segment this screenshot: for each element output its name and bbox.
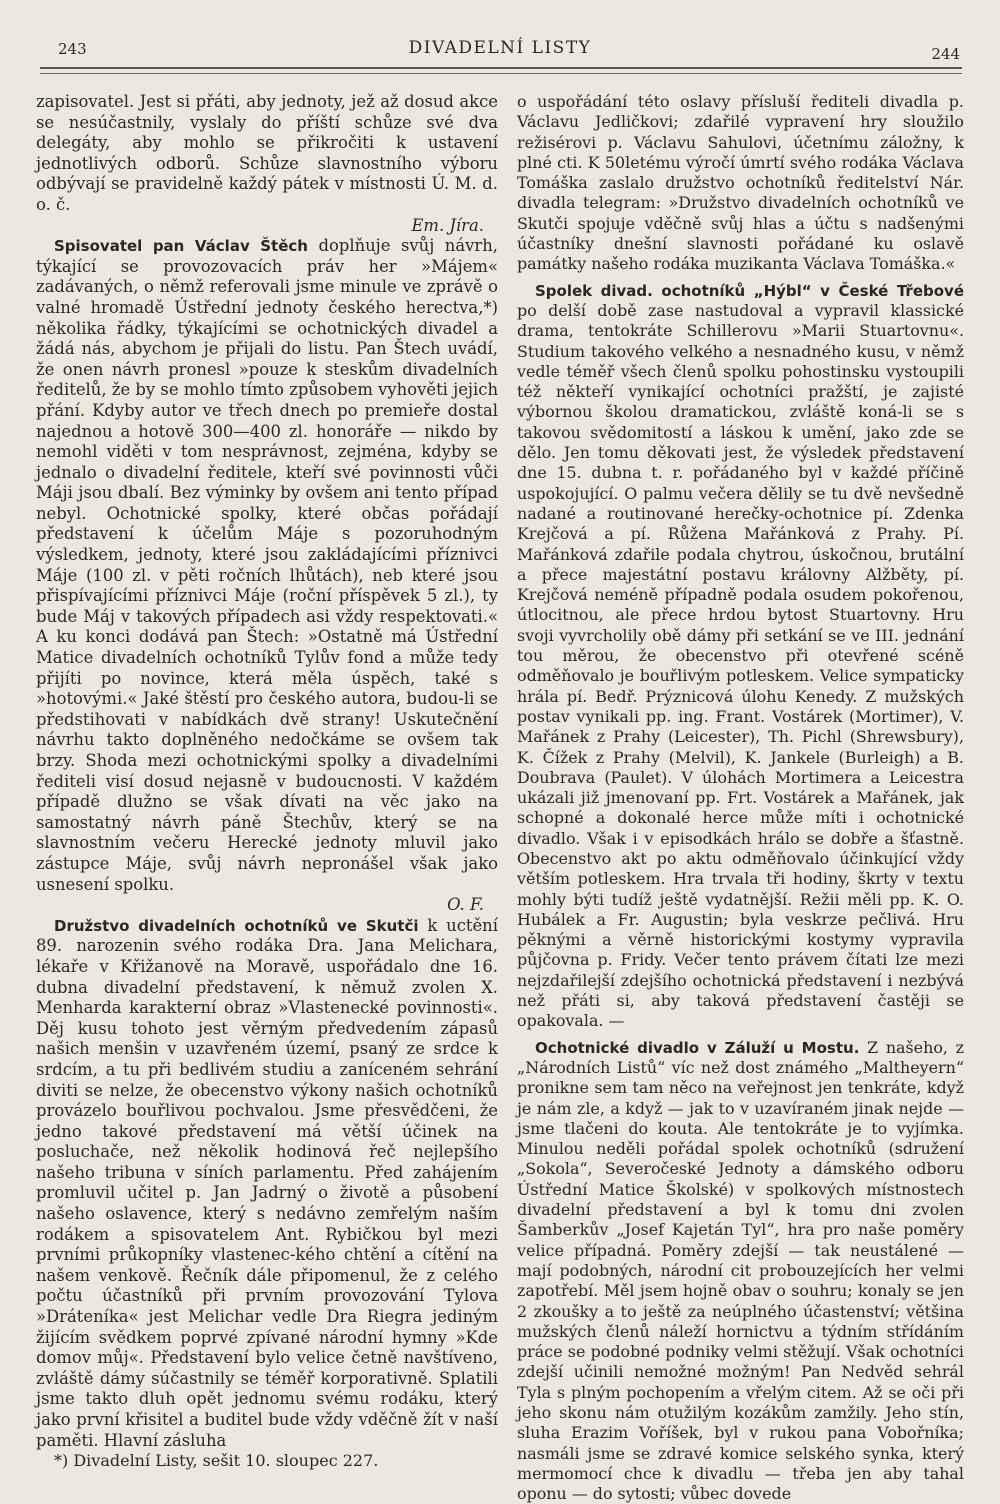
article-text: Z našeho, z „Národních Listů“ víc než dost známého „Maltheyern“ pronikne sem tam něco na veřejnost jen tenkráte, když je nám zle, a když — jak to v uzavíraném jinak nejde — jsme tlačeni do kouta. Ale tentokráte je to vyjímka. Minulou neděli pořádal spolek ochotníků (sdružení „Sokola“, Severočeské Jednoty a dámského odboru Ústřední Matice Školské) v spolkových místnostech divadelní představení a byl k tomu dni zvolen Šamberkův „Josef Kajetán Tyl“, hra pro naše poměry velice případná. Poměry zdejší — tak neustálené — mají podobných, národní cit probouzejících her velmi zapotřebí. Měl jsem hojně obav o souhru; konaly se jen 2 zkoušky a to ještě za neúplného účastenství; většina mužských členů náleží hornictvu a týdním střídáním práce se podobné podniky velmi stěžují. Však ochotníci zdejší učinili nemožné možným! Pan Nedvěd sehrál Tyla s plným pochopením a vřelým citem. Až se oči při jeho skonu nám otužilým kozákům zamžily. Jeho stín, sluha Erazim Voříšek, byl v rukou pana Vobořníka; nasmáli jsme se zdravé komice selského synka, který mermomocí chce k divadlu — třeba jen aby tahal oponu — do sytosti; vůbec dovede — [517, 1037, 964, 1504]
page-number-right: 244 — [931, 45, 960, 63]
article-stech — [36, 236, 498, 895]
article-text: k uctění 89. narozenin svého rodáka Dra. Jana Melichara, lékaře v Křižanově na Moravě, uspořádalo dne 16. dubna divadelní představení, k němuž zvolen X. Menharda karakterní obraz »Vlastenecké povinnosti«. Děj kusu tohoto jest věrným předvedením zápasů našich menšin v uzavřeném území, psaný ze srdce k srdcím, a tu při bedlivém studiu a zaníceném sehrání diviti se nelze, že obecenstvo výkony našich ochotníků provázelo bouřlivou pochvalou. Jsme přesvědčeni, že jedno takové představení má větší účinek na posluchače, než několik hodinová řeč nejlepšího našeho tribuna v síních parlamentu. Před zahájením promluvil učitel p. Jan Jadrný o životě a působení našeho oslavence, který s nedávno zemřelým naším rodákem a spisovatelem Ant. Rybičkou byl mezi prvními průkopníky vlastenec-kého chtění a cítění na našem venkově. Řečník dále připomenul, že z celého počtu účastníků při prvním provozování Tylova »Dráteníka« jest Melichar vedle Dra Riegra jediným žijícím svědkem poprvé zpívané národní hymny »Kde domov můj«. Představení bylo velice četně navštíveno, zvláště dámy súčastnily se téměř korporativně. Splatili jsme takto dluh opět jednomu svému rodáku, který jako první křisitel a buditel bude vždy vděčně žít v naší paměti. Hlavní zásluha — [36, 915, 498, 1450]
page-number-left: 243 — [58, 40, 87, 58]
signature-jira: Em. Jíra. — [411, 215, 484, 235]
paragraph-intro: zapisovatel. Jest si přáti, aby jednoty, jež až dosud akce se nesúčastnily, vyslaly do příští schůze své dva delegáty, aby mohlo se přikročiti k ustavení jednotlivých odborů. Schůze slavnostního výboru odbývají se pravidelně každý pátek v místnosti Ú. M. d. o. č. — [36, 92, 498, 214]
signature-of: O. F. — [447, 895, 484, 915]
header-rule — [40, 67, 962, 69]
article-text-cont: kteří své povinnosti vůči Máji jsou dbalí. Bez výminky by ovšem ani tento případ nebyl. Ochotnické spolky, které občas pořádají představení k účelům Máje s pozoruhodným výsledkem, jednoty, které jsou zakládajícími příznivci Máje (100 zl. v pěti ročních lhůtách), neb které jsou přispívajícími příznivci Máje (roční příspěvek 5 zl.), ty bude Máj v takových případech asi vždy respektovati.« A ku konci dodává pan Štech: »Ostatně má Ústřední Matice divadelních ochotníků Tylův fond a může tedy přijíti po novince, která měla úspěch, také s »hotovými.« Jaké štěstí pro českého autora, budou-li se předstihovati v nabídkách dvě strany! Uskutečnění návrhu takto doplněného nedočkáme se ovšem tak brzy. Shoda mezi ochotnickými spolky a divadelními řediteli visí dosud nejasně v budoucnosti. V každém případě dlužno se však dívati na věc jako na samostatný návrh páně Štechův, který se na slavnostním večeru Herecké jednoty mluvil jako zástupce Máje, svůj návrh nepronášel však jako usnesení spolku. — [36, 462, 498, 894]
article-heading: Spolek divad. ochotníků „Hýbl“ v České Třebové — [535, 281, 964, 300]
article-heading: Spisovatel pan Václav Štěch — [54, 237, 308, 256]
running-title: DIVADELNÍ LISTY — [408, 38, 592, 58]
paragraph-continued: o uspořádání této oslavy přísluší řediteli divadla p. Václavu Jedličkovi; zdařilé vypravení hry sloužilo režisérovi p. Václavu Sahulovi, účetnímu záložny, k plné cti. K 50letému výročí úmrtí svého rodáka Václava Tomáška zaslalo družstvo ochotníků ředitelství Nár. divadla telegram: »Družstvo divadelních ochotníků ve Skutči spojuje vděčně svůj hlas a účtu s nadšenými účastníky dnešní slavnosti pořádané ku oslavě památky našeho rodáka muzikanta Václava Tomáška.« — [517, 92, 964, 274]
article-text: po delší době zase nastudoval a vypravil klassické drama, tentokráte Schillerovu »Marii Stuartovnu«. Studium takového velkého a nesnadného kusu, v němž vedle téměř všech členů spolku pohostinsku vystoupili též někteří vynikající ochotníci pražští, je zajisté výbornou školou dramatickou, zvláště koná-li se s takovou svědomitostí a láskou k umění, jako zde se dělo. Jen tomu děkovati jest, že výsledek představení dne 15. dubna t. r. pořádaného byl v každé příčině uspokojující. O palmu večera dělily se tu dvě nevšedně nadané a routinované herečky-ochotnice pí. Zdenka Krejčová a pí. Růžena Mařánková z Prahy. Pí. Mařánková zdařile podala chytrou, úskočnou, brutální a přece majestátní postavu královny Alžběty, pí. Krejčová neméně případně podala osudem pokořenou, útlocitnou, ale přece hrdou bytost Stuartovny. Hru svoji vyvrcholily obě dámy při setkání se ve III. jednání tou měrou, že obecenstvo při otevřené scéně odměňovalo je bouřlivým potleskem. Velice sympaticky hrála pí. Bedř. Prýznicová úlohu Kenedy. Z mužských postav vynikali pp. ing. Frant. Vostárek (Mortimer), V. Mařánek z Prahy (Leicester), Th. Pichl (Shrewsbury), K. Čížek z Prahy (Melvil), K. Jankele (Burleigh) a B. Doubrava (Paulet). V úlohách Mortimera a Leicestra ukázali již jmenovaní pp. Frt. Vostárek a Mařánek, jak schopné a dokonalé herce může míti i ochotnické divadlo. Však i v episodkách hrálo se dobře a šťastně. Obecenstvo akt po aktu odměňovalo účinkující vždy větším potleskem. Hra trvala tři hodiny, škrty v textu mohly býti tudíž ještě vydatnější. Režii měli pp. K. O. Hubálek a Fr. Augustin; byla veskrze pečlivá. Hru pěknými a věrně historickými kostymy vypravila půjčovna p. Fridy. Večer tento právem čítati lze mezi nejzdařilejší zdejšího ochotnická představení i nezbývá než přáti si, aby taková představení častěji se opakovala. — — [517, 300, 964, 1031]
article-skutec — [36, 916, 498, 1451]
article-heading: Ochotnické divadlo v Záluží u Mostu. — [535, 1038, 860, 1057]
right-column — [517, 92, 964, 1504]
footnote: *) Divadelní Listy, sešit 10. sloupec 227. — [54, 1451, 379, 1471]
left-column — [36, 92, 498, 1472]
article-text: doplňuje svůj návrh, týkající se provozovacích práv her »Májem« zadávaných, o němž referovali jsme minule ve zprávě o valné hromadě Ústřední jednoty českého herectva,*) několika řádky, týkajícími se ochotnických divadel a žádá nás, abychom je přijali do listu. Pan Štech uvádí, že onen návrh pronesl »pouze k steskům divadelních ředitelů, že by se mohlo tímto způsobem vyhověti jejich přání. Kdyby autor ve třech dnech po premieře dostal najednou a hotově 300—400 zl. honoráře — nikdo by nemohl viděti v tom nesprávnost, zejména, kdyby se jednalo o divadelní ředitele, — [36, 236, 498, 482]
article-zaluzi — [517, 1038, 964, 1504]
header-rule-thin — [40, 73, 962, 74]
article-heading: Družstvo divadelních ochotníků ve Skutči — [54, 916, 419, 935]
article-hybl — [517, 281, 964, 1032]
